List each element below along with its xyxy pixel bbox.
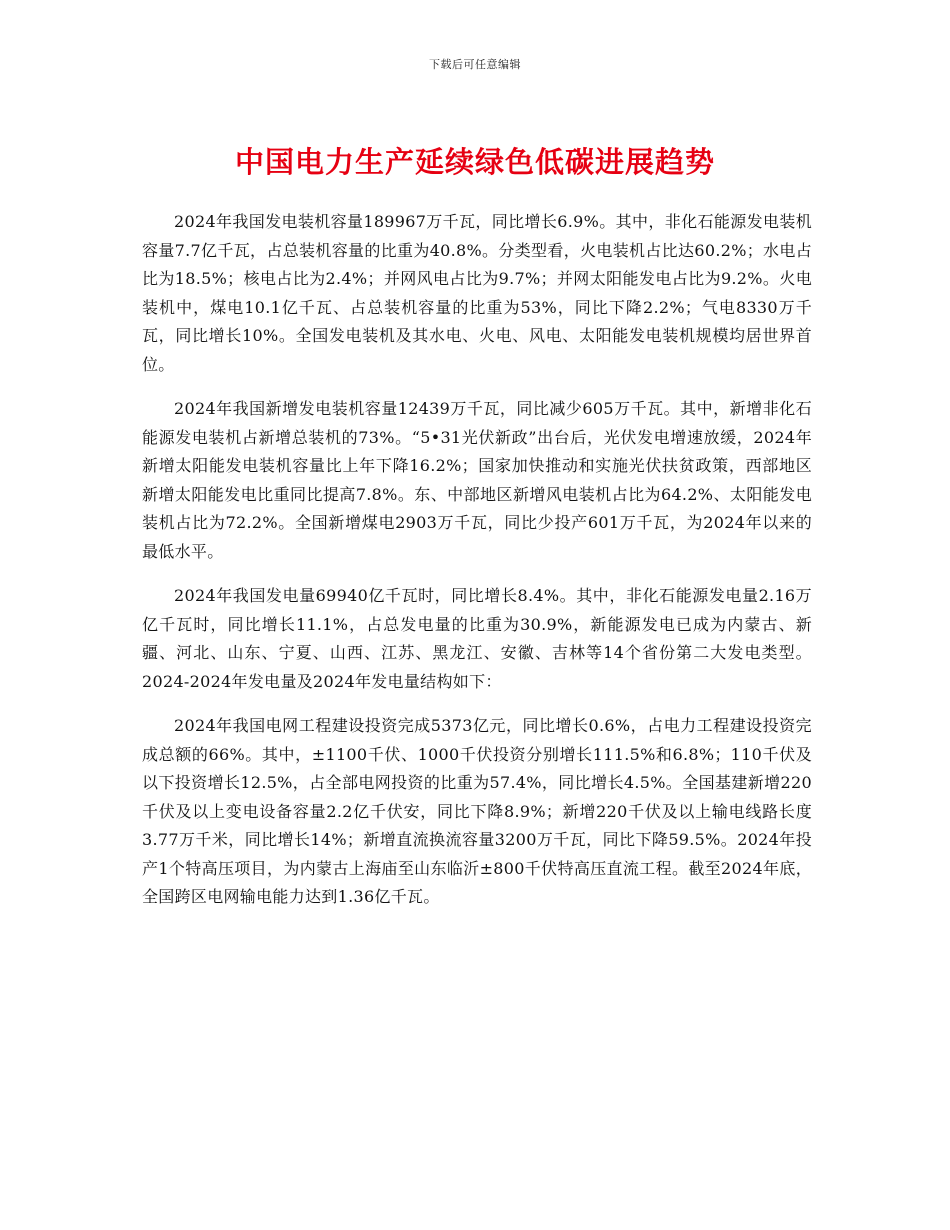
document-body (142, 208, 812, 928)
paragraph-new-capacity: 2024年我国新增发电装机容量12439万千瓦，同比减少605万千瓦。其中，新增非化石能源发电装机占新增总装机的73%。“5•31光伏新政”出台后，光伏发电增速放缓，2024年新增太阳能发电装机容量比上年下降16.2%；国家加快推动和实施光伏扶贫政策，西部地区新增太阳能发电比重同比提高7.8%。东、中部地区新增风电装机占比为64.2%、太阳能发电装机占比为72.2%。全国新增煤电2903万千瓦，同比少投产601万千瓦，为2024年以来的最低水平。 (142, 399, 812, 561)
paragraph-grid-investment: 2024年我国电网工程建设投资完成5373亿元，同比增长0.6%，占电力工程建设投资完成总额的66%。其中，±1100千伏、1000千伏投资分别增长111.5%和6.8%；110千伏及以下投资增长12.5%，占全部电网投资的比重为57.4%，同比增长4.5%。全国基建新增220千伏及以上变电设备容量2.2亿千伏安，同比下降8.9%；新增220千伏及以上输电线路长度3.77万千米，同比增长14%；新增直流换流容量3200万千瓦，同比下降59.5%。2024年投产1个特高压项目，为内蒙古上海庙至山东临沂±800千伏特高压直流工程。截至2024年底，全国跨区电网输电能力达到1.36亿千瓦。 (142, 716, 812, 906)
document-title: 中国电力生产延续绿色低碳进展趋势 (234, 145, 715, 179)
paragraph-generation: 2024年我国发电量69940亿千瓦时，同比增长8.4%。其中，非化石能源发电量2.16万亿千瓦时，同比增长11.1%，占总发电量的比重为30.9%，新能源发电已成为内蒙古、新疆、河北、山东、宁夏、山西、江苏、黑龙江、安徽、吉林等14个省份第二大发电类型。2024-2024年发电量及2024年发电量结构如下： (142, 586, 812, 691)
paragraph-installed-capacity: 2024年我国发电装机容量189967万千瓦，同比增长6.9%。其中，非化石能源发电装机容量7.7亿千瓦，占总装机容量的比重为40.8%。分类型看，火电装机占比达60.2%；水电占比为18.5%；核电占比为2.4%；并网风电占比为9.7%；并网太阳能发电占比为9.2%。火电装机中，煤电10.1亿千瓦、占总装机容量的比重为53%，同比下降2.2%；气电8330万千瓦，同比增长10%。全国发电装机及其水电、火电、风电、太阳能发电装机规模均居世界首位。 (142, 212, 812, 374)
page-header: 下载后可任意编辑 (429, 58, 521, 71)
